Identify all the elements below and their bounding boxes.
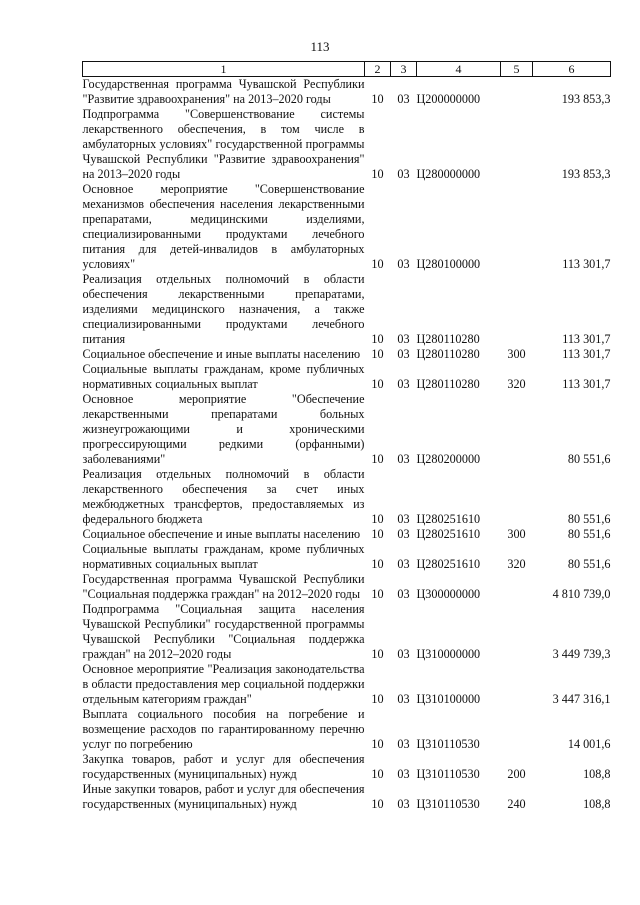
- row-description: Подпрограмма "Совершенствование системы лекарственного обеспечения, в том числе в амбулаторных условиях" государственной программы Чувашской Республики "Развитие здравоохранения" на 2013–2020 годы: [82, 107, 365, 181]
- header-col-1: 1: [83, 62, 365, 77]
- row-target-article: Ц310110530: [416, 737, 480, 751]
- row-target-article: Ц300000000: [416, 587, 481, 601]
- row-section-code: 10: [371, 557, 384, 571]
- table-header-row: [83, 62, 611, 77]
- row-description: Основное мероприятие "Обеспечение лекарственными препаратами больных жизнеугрожающими и хроническими прогрессирующими редкими (орфанными) заболеваниями": [82, 392, 365, 466]
- table-row: [83, 182, 611, 272]
- row-section-code: 10: [371, 257, 384, 271]
- table-row: [83, 782, 611, 812]
- table-row: [83, 527, 611, 542]
- row-amount: 193 853,3: [561, 167, 611, 181]
- row-expense-type: [501, 572, 533, 602]
- row-target-article: Ц280200000: [416, 452, 481, 466]
- row-target-article: Ц310110530: [416, 797, 480, 811]
- row-amount: 80 551,6: [567, 452, 611, 466]
- row-expense-type: 200: [507, 767, 526, 781]
- table-row: [83, 572, 611, 602]
- row-description: Реализация отдельных полномочий в области обеспечения лекарственными препаратами, изделиями медицинского назначения, а также специализированными продуктами лечебного питания: [82, 272, 365, 346]
- row-expense-type: [501, 467, 533, 527]
- row-amount: 113 301,7: [562, 347, 611, 361]
- row-description: Социальное обеспечение и иные выплаты населению: [82, 347, 361, 361]
- table-row: [83, 347, 611, 362]
- row-section-code: 10: [371, 737, 384, 751]
- row-amount: 113 301,7: [562, 257, 611, 271]
- budget-table: [82, 61, 611, 812]
- row-subsection-code: 03: [397, 92, 410, 106]
- table-row: [83, 602, 611, 662]
- row-subsection-code: 03: [397, 167, 410, 181]
- row-subsection-code: 03: [397, 332, 410, 346]
- row-subsection-code: 03: [397, 587, 410, 601]
- row-section-code: 10: [371, 647, 384, 661]
- row-amount: 4 810 739,0: [552, 587, 611, 601]
- row-amount: 14 001,6: [567, 737, 611, 751]
- row-subsection-code: 03: [397, 737, 410, 751]
- row-section-code: 10: [371, 587, 384, 601]
- table-row: [83, 362, 611, 392]
- row-subsection-code: 03: [397, 527, 410, 541]
- row-target-article: Ц280251610: [416, 527, 481, 541]
- row-description: Государственная программа Чувашской Республики "Социальная поддержка граждан" на 2012–2020 годы: [82, 572, 365, 601]
- row-amount: 108,8: [583, 767, 611, 781]
- row-expense-type: [501, 107, 533, 182]
- row-target-article: Ц280110280: [416, 332, 480, 346]
- row-amount: 80 551,6: [567, 557, 611, 571]
- row-section-code: 10: [371, 332, 384, 346]
- row-section-code: 10: [371, 452, 384, 466]
- table-row: [83, 662, 611, 707]
- table-row: [83, 707, 611, 752]
- row-expense-type: [501, 392, 533, 467]
- row-expense-type: [501, 662, 533, 707]
- header-col-6: 6: [533, 62, 611, 77]
- page-number: 113: [310, 39, 330, 54]
- row-target-article: Ц310100000: [416, 692, 481, 706]
- row-target-article: Ц200000000: [416, 92, 481, 106]
- row-subsection-code: 03: [397, 692, 410, 706]
- row-target-article: Ц280251610: [416, 512, 481, 526]
- row-section-code: 10: [371, 527, 384, 541]
- row-description: Иные закупки товаров, работ и услуг для обеспечения государственных (муниципальных) нужд: [82, 782, 365, 811]
- row-expense-type: [501, 707, 533, 752]
- row-amount: 113 301,7: [562, 377, 611, 391]
- row-description: Выплата социального пособия на погребение и возмещение расходов по гарантированному перечню услуг по погребению: [82, 707, 365, 751]
- row-subsection-code: 03: [397, 797, 410, 811]
- table-row: [83, 392, 611, 467]
- row-target-article: Ц280000000: [416, 167, 481, 181]
- row-subsection-code: 03: [397, 767, 410, 781]
- header-col-2: 2: [365, 62, 391, 77]
- row-expense-type: [501, 272, 533, 347]
- row-section-code: 10: [371, 797, 384, 811]
- row-expense-type: 320: [507, 377, 526, 391]
- row-target-article: Ц280110280: [416, 347, 480, 361]
- row-subsection-code: 03: [397, 452, 410, 466]
- table-row: [83, 77, 611, 108]
- row-expense-type: 240: [507, 797, 526, 811]
- row-amount: 80 551,6: [567, 512, 611, 526]
- row-section-code: 10: [371, 167, 384, 181]
- row-expense-type: 300: [507, 527, 526, 541]
- row-section-code: 10: [371, 377, 384, 391]
- row-section-code: 10: [371, 92, 384, 106]
- row-amount: 193 853,3: [561, 92, 611, 106]
- row-section-code: 10: [371, 767, 384, 781]
- row-description: Государственная программа Чувашской Республики "Развитие здравоохранения" на 2013–2020 годы: [82, 77, 365, 106]
- row-expense-type: [501, 182, 533, 272]
- row-target-article: Ц280100000: [416, 257, 481, 271]
- row-subsection-code: 03: [397, 257, 410, 271]
- row-description: Подпрограмма "Социальная защита населения Чувашской Республики" государственной программы Чувашской Республики "Социальная поддержка граждан" на 2012–2020 годы: [82, 602, 365, 661]
- row-target-article: Ц310110530: [416, 767, 480, 781]
- row-amount: 108,8: [583, 797, 611, 811]
- row-subsection-code: 03: [397, 377, 410, 391]
- header-col-4: 4: [417, 62, 501, 77]
- row-expense-type: 320: [507, 557, 526, 571]
- header-col-5: 5: [501, 62, 533, 77]
- table-row: [83, 467, 611, 527]
- row-target-article: Ц310000000: [416, 647, 481, 661]
- row-description: Основное мероприятие "Реализация законодательства в области предоставления мер социальной поддержки отдельным категориям граждан": [82, 662, 365, 706]
- row-expense-type: [501, 77, 533, 108]
- row-subsection-code: 03: [397, 557, 410, 571]
- row-expense-type: 300: [507, 347, 526, 361]
- row-amount: 3 447 316,1: [552, 692, 611, 706]
- row-description: Социальные выплаты гражданам, кроме публичных нормативных социальных выплат: [82, 542, 365, 571]
- row-subsection-code: 03: [397, 647, 410, 661]
- table-row: [83, 542, 611, 572]
- header-col-3: 3: [391, 62, 417, 77]
- row-description: Социальные выплаты гражданам, кроме публичных нормативных социальных выплат: [82, 362, 365, 391]
- row-section-code: 10: [371, 347, 384, 361]
- row-description: Социальное обеспечение и иные выплаты населению: [82, 527, 361, 541]
- row-section-code: 10: [371, 692, 384, 706]
- row-subsection-code: 03: [397, 512, 410, 526]
- row-target-article: Ц280251610: [416, 557, 481, 571]
- row-target-article: Ц280110280: [416, 377, 480, 391]
- table-row: [83, 272, 611, 347]
- table-row: [83, 107, 611, 182]
- row-amount: 3 449 739,3: [552, 647, 611, 661]
- row-description: Реализация отдельных полномочий в области лекарственного обеспечения за счет иных межбюджетных трансфертов, предоставляемых из федерального бюджета: [82, 467, 365, 526]
- table-row: [83, 752, 611, 782]
- row-subsection-code: 03: [397, 347, 410, 361]
- row-amount: 113 301,7: [562, 332, 611, 346]
- row-description: Закупка товаров, работ и услуг для обеспечения государственных (муниципальных) нужд: [82, 752, 365, 781]
- row-section-code: 10: [371, 512, 384, 526]
- row-amount: 80 551,6: [567, 527, 611, 541]
- row-description: Основное мероприятие "Совершенствование механизмов обеспечения населения лекарственными препаратами, медицинскими изделиями, специализированными продуктами лечебного питания для детей-инвалидов в амбулаторных условиях": [82, 182, 365, 271]
- row-expense-type: [501, 602, 533, 662]
